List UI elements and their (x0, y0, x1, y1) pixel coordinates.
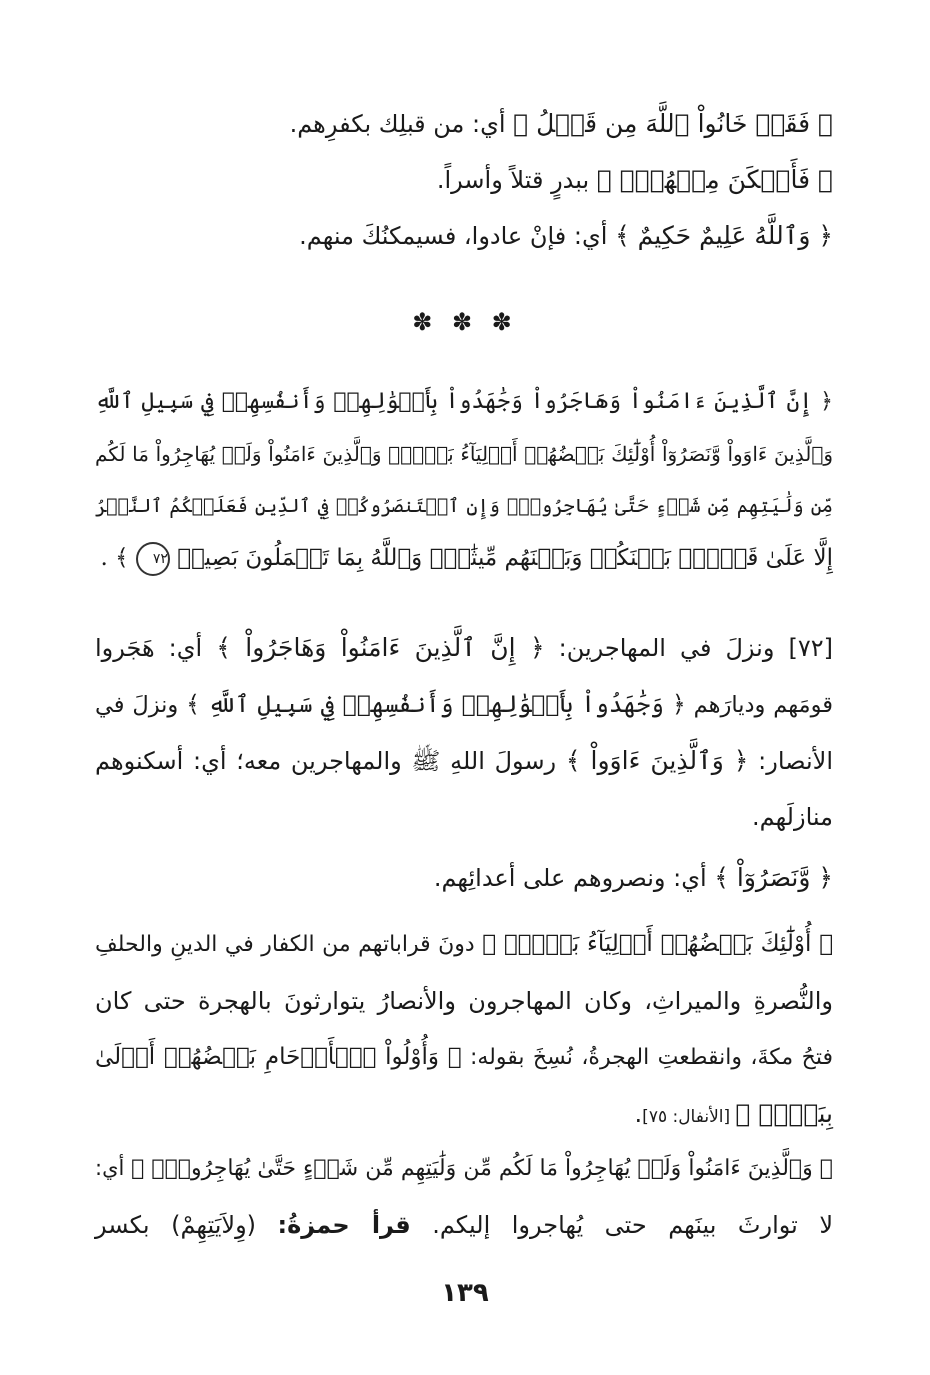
paragraph-72 (95, 620, 833, 845)
text-line: والنُّصرةِ والميراثِ، وكان المهاجرون والأنصارُ يتوارثونَ بالهجرة حتى كان (95, 987, 833, 1015)
text-line (95, 850, 833, 906)
quran-quote: بِبَعۡضٖ ﴾ (735, 1099, 833, 1128)
commentary-text: ونزلَ في (95, 692, 187, 718)
commentary-text: أي: فإنْ عادوا، فسيمكنُكَ منهم. (299, 222, 616, 250)
text-line: منازلَهم. (752, 803, 833, 831)
qiraat-label: قرأ حمزةُ: (277, 1211, 411, 1239)
quran-quote: ﴿ إِنَّ ٱلَّذِينَ ءَامَنُواْ وَهَاجَرُواْ ﴾ (216, 633, 545, 662)
commentary-text: قومَهم وديارَهم (685, 692, 833, 718)
text-line (95, 733, 833, 789)
commentary-text: الأنصار: (748, 747, 834, 775)
text-line (95, 208, 833, 264)
quran-quote: ﴿ وَٱلَّذِينَ ءَامَنُواْ وَلَمۡ يُهَاجِرُواْ مَا لَكُم مِّن وَلَٰيَتِهِم مِّن شَيۡءٍ حَتَّىٰ يُهَاجِرُواْۚ ﴾ (131, 1156, 833, 1181)
commentary-text: أي: من قبلِك بكفرِهم. (289, 110, 514, 138)
text-line (95, 620, 833, 676)
commentary-text: فتحُ مكةَ، وانقطعتِ الهجرةُ، نُسِخَ بقوله: (461, 1045, 833, 1070)
quran-quote: ﴿ أُوْلَٰٓئِكَ بَعۡضُهُمۡ أَوۡلِيَآءُ بَعۡضٖۚ ﴾ (482, 931, 834, 957)
commentary-text: لا توارثَ بينَهم حتى يُهاجروا إليكم. (410, 1211, 833, 1239)
commentary-text: رسولَ اللهِ ﷺ والمهاجرين معه؛ أي: أسكنوهم (95, 747, 566, 775)
quran-quote: ﴿ وَٱللَّهُ عَلِيمٌ حَكِيمٌ ﴾ (615, 221, 833, 250)
text-line (95, 1140, 833, 1197)
text-line (95, 916, 833, 973)
quran-quote: ﴿ وَجَٰهَدُواْ بِأَمۡوَٰلِهِمۡ وَأَنفُسِهِمۡ فِي سَبِيلِ ٱللَّهِ ﴾ (186, 690, 686, 718)
quran-quote: ﴿ فَأَمۡكَنَ مِنۡهُمۡۗ ﴾ (596, 165, 833, 194)
text-line (95, 1029, 833, 1086)
ayah-number-marker: ٧٢ (136, 542, 170, 576)
surah-reference: [الأنفال: ٧٥] (642, 1107, 736, 1127)
text-line (95, 1197, 833, 1253)
text-line (95, 152, 833, 208)
commentary-text: أي: ونصروهم على أعدائِهم. (433, 864, 715, 892)
text-line (95, 676, 833, 733)
quran-verse-block (95, 376, 833, 584)
commentary-text: دونَ قراباتهم من الكفار في الدينِ والحلفِ (95, 932, 483, 957)
quran-line: ﴿ إِنَّ ٱلَّذِينَ ءَامَنُواْ وَهَاجَرُواْ وَجَٰهَدُواْ بِأَمۡوَٰلِهِمۡ وَأَنفُسِهِمۡ فِي سَبِيلِ ٱللَّهِ (95, 389, 833, 414)
full-stop: . (634, 1100, 643, 1128)
page-number: ١٣٩ (441, 1278, 489, 1308)
commentary-text: ببدرٍ قتلاً وأسراً. (436, 166, 597, 194)
commentary-text: أي: هَجَروا (95, 634, 217, 662)
text-line (95, 1086, 833, 1145)
paragraph-nasaru (95, 850, 833, 906)
quran-line: مِّن وَلَٰيَتِهِم مِّن شَيۡءٍ حَتَّىٰ يُهَاجِرُواْۚ وَإِنِ ٱسۡتَنصَرُوكُمۡ فِي ٱلدِّينِ فَعَلَيۡكُمُ ٱلنَّصۡرُ (95, 495, 833, 517)
closing-bracket: ﴾ . (100, 545, 136, 571)
quran-quote: ﴿ وَٱلَّذِينَ ءَاوَواْ ﴾ (565, 746, 749, 775)
commentary-text: أي: (95, 1156, 132, 1180)
section-separator: ✽ ✽ ✽ (412, 308, 518, 336)
commentary-text: (وِلاَيَتِهِمْ) بكسر (95, 1211, 278, 1239)
quran-line (95, 532, 833, 584)
tafsir-top-block (95, 96, 833, 264)
text-line (95, 96, 833, 152)
quran-quote: ﴿ وَّنَصَرُوٓاْ ﴾ (714, 863, 833, 892)
quran-line: وَٱلَّذِينَ ءَاوَواْ وَّنَصَرُوٓاْ أُوْلَٰٓئِكَ بَعۡضُهُمۡ أَوۡلِيَآءُ بَعۡضٖۚ وَٱلَّذِينَ ءَامَنُواْ وَلَمۡ يُهَاجِرُواْ مَا لَكُم (95, 442, 833, 466)
quran-quote: ﴿ وَأُوْلُواْ ٱلۡأَرۡحَامِ بَعۡضُهُمۡ أَوۡلَىٰ (95, 1044, 462, 1070)
quran-text: إِلَّا عَلَىٰ قَوۡمِۭ بَيۡنَكُمۡ وَبَيۡنَهُم مِّيثَٰقٞۗ وَٱللَّهُ بِمَا تَعۡمَلُونَ بَصِيرٞ (177, 545, 833, 571)
quran-quote: ﴿ فَقَدۡ خَانُواْ ٱللَّهَ مِن قَبۡلُ ﴾ (513, 109, 833, 138)
commentary-text: [٧٢] ونزلَ في المهاجرين: (544, 634, 833, 662)
paragraph-awliya (95, 916, 833, 1145)
paragraph-walayah (95, 1140, 833, 1253)
